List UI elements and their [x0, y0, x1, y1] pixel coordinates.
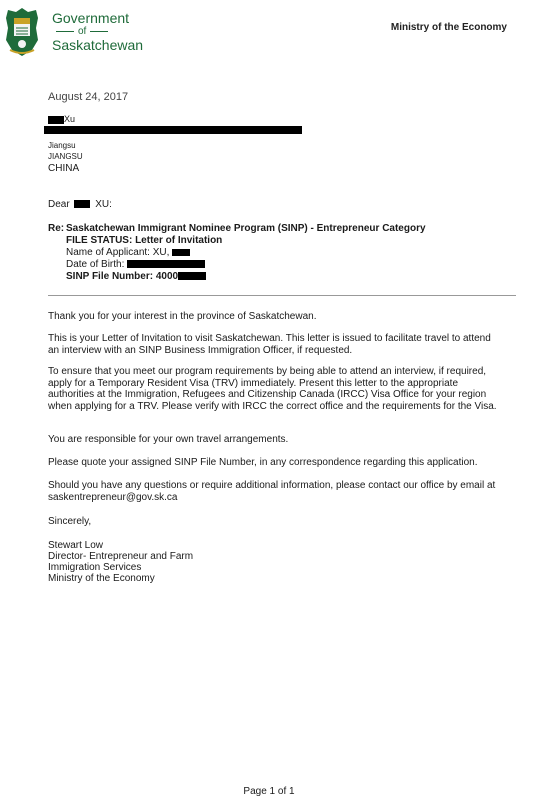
org-name-of: of	[78, 26, 87, 37]
org-name-line3: Saskatchewan	[52, 37, 144, 53]
body-paragraph: Thank you for your interest in the province of Saskatchewan.	[48, 311, 317, 322]
body-paragraph: This is your Letter of Invitation to visit Saskatchewan. This letter is issued to facilitate travel to attend an interview with an SINP Business Immigration Officer, if requested.	[48, 333, 491, 356]
redaction-bar	[178, 272, 206, 280]
signature-title-1: Director- Entrepreneur and Farm	[48, 551, 194, 562]
redaction-bar	[48, 116, 64, 124]
re-label: Re:	[48, 223, 65, 234]
org-name-of-row	[56, 26, 143, 37]
dob-label: Date of Birth:	[66, 259, 125, 270]
redacted-address-line	[44, 126, 302, 134]
salutation-prefix: Dear	[48, 199, 70, 210]
org-block	[52, 10, 143, 53]
closing: Sincerely,	[48, 516, 92, 527]
ministry-heading: Ministry of the Economy	[390, 22, 507, 33]
dob-line	[66, 259, 205, 271]
org-name-line1: Government	[52, 10, 130, 26]
body-paragraph: To ensure that you meet our program requirements by being able to attend an interview, if required, apply for a Temporary Resident Visa (TRV) immediately. Present this letter to the appropriate authorities at the Immigration, Refugees and Citizenship Canada (IRCC) Visa Office for your region when applying for a TRV. Please verify with IRCC the correct office and the requirements for the Visa.	[48, 366, 497, 412]
org-divider-right	[90, 31, 108, 32]
sinp-label: SINP File Number: 4000	[66, 271, 179, 282]
redaction-bar	[127, 260, 205, 268]
signature-ministry: Ministry of the Economy	[48, 573, 155, 584]
recipient-province: Jiangsu	[48, 141, 76, 150]
body-paragraph-contact: Should you have any questions or require additional information, please contact our office by email at saskentrepreneur@gov.sk.ca	[48, 480, 496, 503]
salutation	[48, 199, 112, 211]
body-paragraph: Please quote your assigned SINP File Number, in any correspondence regarding this application.	[48, 457, 478, 468]
redaction-bar	[74, 200, 90, 208]
redaction-bar	[172, 249, 190, 256]
recipient-province-upper: JIANGSU	[48, 152, 83, 161]
org-divider-left	[56, 31, 74, 32]
applicant-name-line	[66, 247, 190, 259]
signature-name: Stewart Low	[48, 540, 104, 551]
sinp-file-line	[66, 271, 206, 283]
file-status: FILE STATUS: Letter of Invitation	[66, 235, 223, 246]
applicant-label: Name of Applicant: XU,	[66, 247, 170, 258]
re-title: Saskatchewan Immigrant Nominee Program (SINP) - Entrepreneur Category	[66, 223, 426, 234]
signature-title-2: Immigration Services	[48, 562, 142, 573]
recipient-name-line	[48, 114, 75, 125]
body-paragraph: You are responsible for your own travel arrangements.	[48, 434, 289, 445]
salutation-suffix: XU:	[95, 199, 112, 210]
letter-date: August 24, 2017	[48, 91, 129, 103]
recipient-surname: Xu	[64, 114, 76, 124]
section-divider	[48, 295, 516, 296]
page-number: Page 1 of 1	[243, 786, 295, 797]
recipient-country: CHINA	[48, 163, 80, 174]
coat-of-arms-logo	[2, 6, 42, 58]
